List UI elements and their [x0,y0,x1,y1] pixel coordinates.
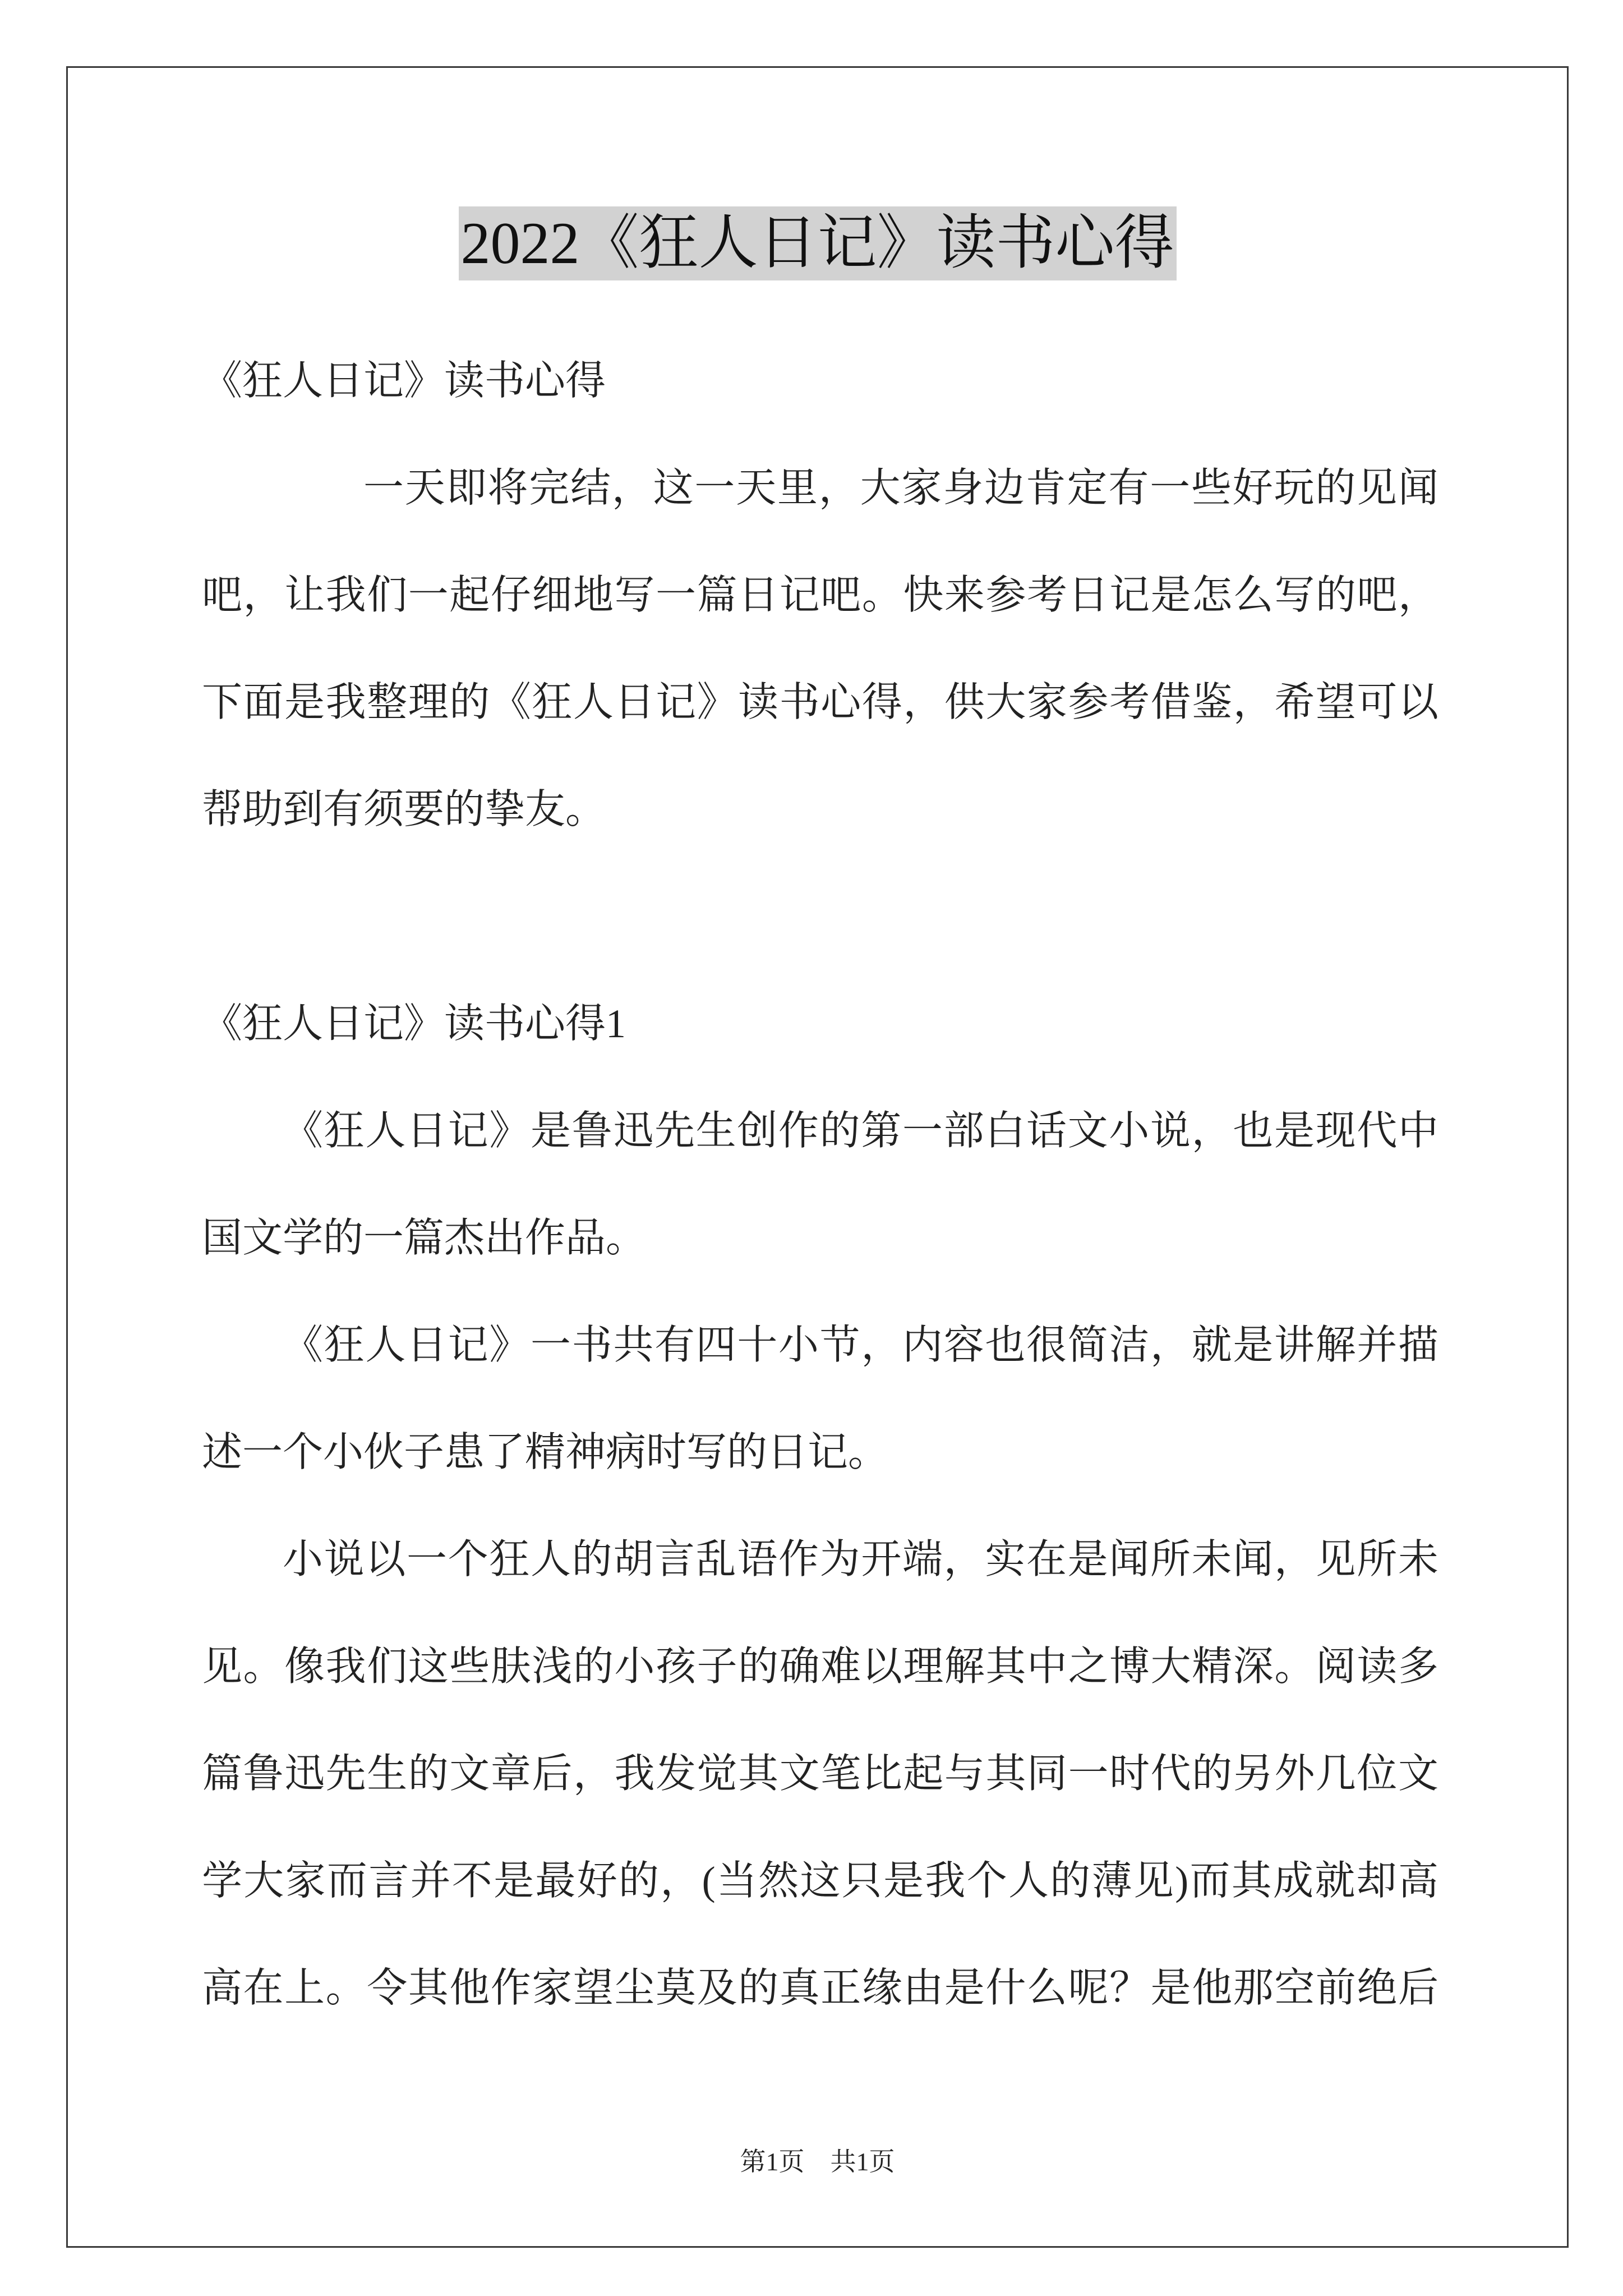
paragraph [202,1078,1438,1292]
intro-paragraph [202,435,1438,863]
total-pages-label: 共1页 [830,2147,895,2176]
document-body [202,328,1438,2042]
section-heading: 《狂人日记》读书心得1 [202,1001,626,1046]
text-line: 述一个小伙子患了精神病时写的日记。 [202,1430,889,1475]
text-line: 高在上。令其他作家望尘莫及的真正缘由是什么呢？是他那空前绝后 [202,1966,1438,2010]
text-line: 《狂人日记》一书共有四十小节，内容也很简洁，就是讲解并描 [283,1323,1438,1368]
text-line: 下面是我整理的《狂人日记》读书心得，供大家参考借鉴，希望可以 [202,680,1438,725]
current-page-label: 第1页 [740,2147,805,2176]
paragraph [202,1506,1438,2042]
text-line: 国文学的一篇杰出作品。 [202,1216,647,1260]
text-line: 一天即将完结，这一天里，大家身边肯定有一些好玩的见闻 [363,466,1438,510]
text-line: 篇鲁迅先生的文章后，我发觉其文笔比起与其同一时代的另外几位文 [202,1751,1438,1796]
text-line: 小说以一个狂人的胡言乱语作为开端，实在是闻所未闻，见所未 [283,1537,1438,1582]
text-line: 见。像我们这些肤浅的小孩子的确难以理解其中之博大精深。阅读多 [202,1644,1438,1689]
page-footer [66,2146,1569,2178]
document-title: 2022《狂人日记》读书心得 [459,206,1177,280]
text-line: 吧，让我们一起仔细地写一篇日记吧。快来参考日记是怎么写的吧， [202,573,1438,618]
text-line: 学大家而言并不是最好的，(当然这只是我个人的薄见)而其成就却高 [202,1858,1438,1903]
title-container [66,206,1569,280]
paragraph [202,1292,1438,1506]
text-line: 帮助到有须要的挚友。 [202,787,606,832]
subtitle: 《狂人日记》读书心得 [202,358,606,403]
blank-line [202,863,1438,970]
text-line: 《狂人日记》是鲁迅先生创作的第一部白话文小说，也是现代中 [283,1108,1438,1153]
